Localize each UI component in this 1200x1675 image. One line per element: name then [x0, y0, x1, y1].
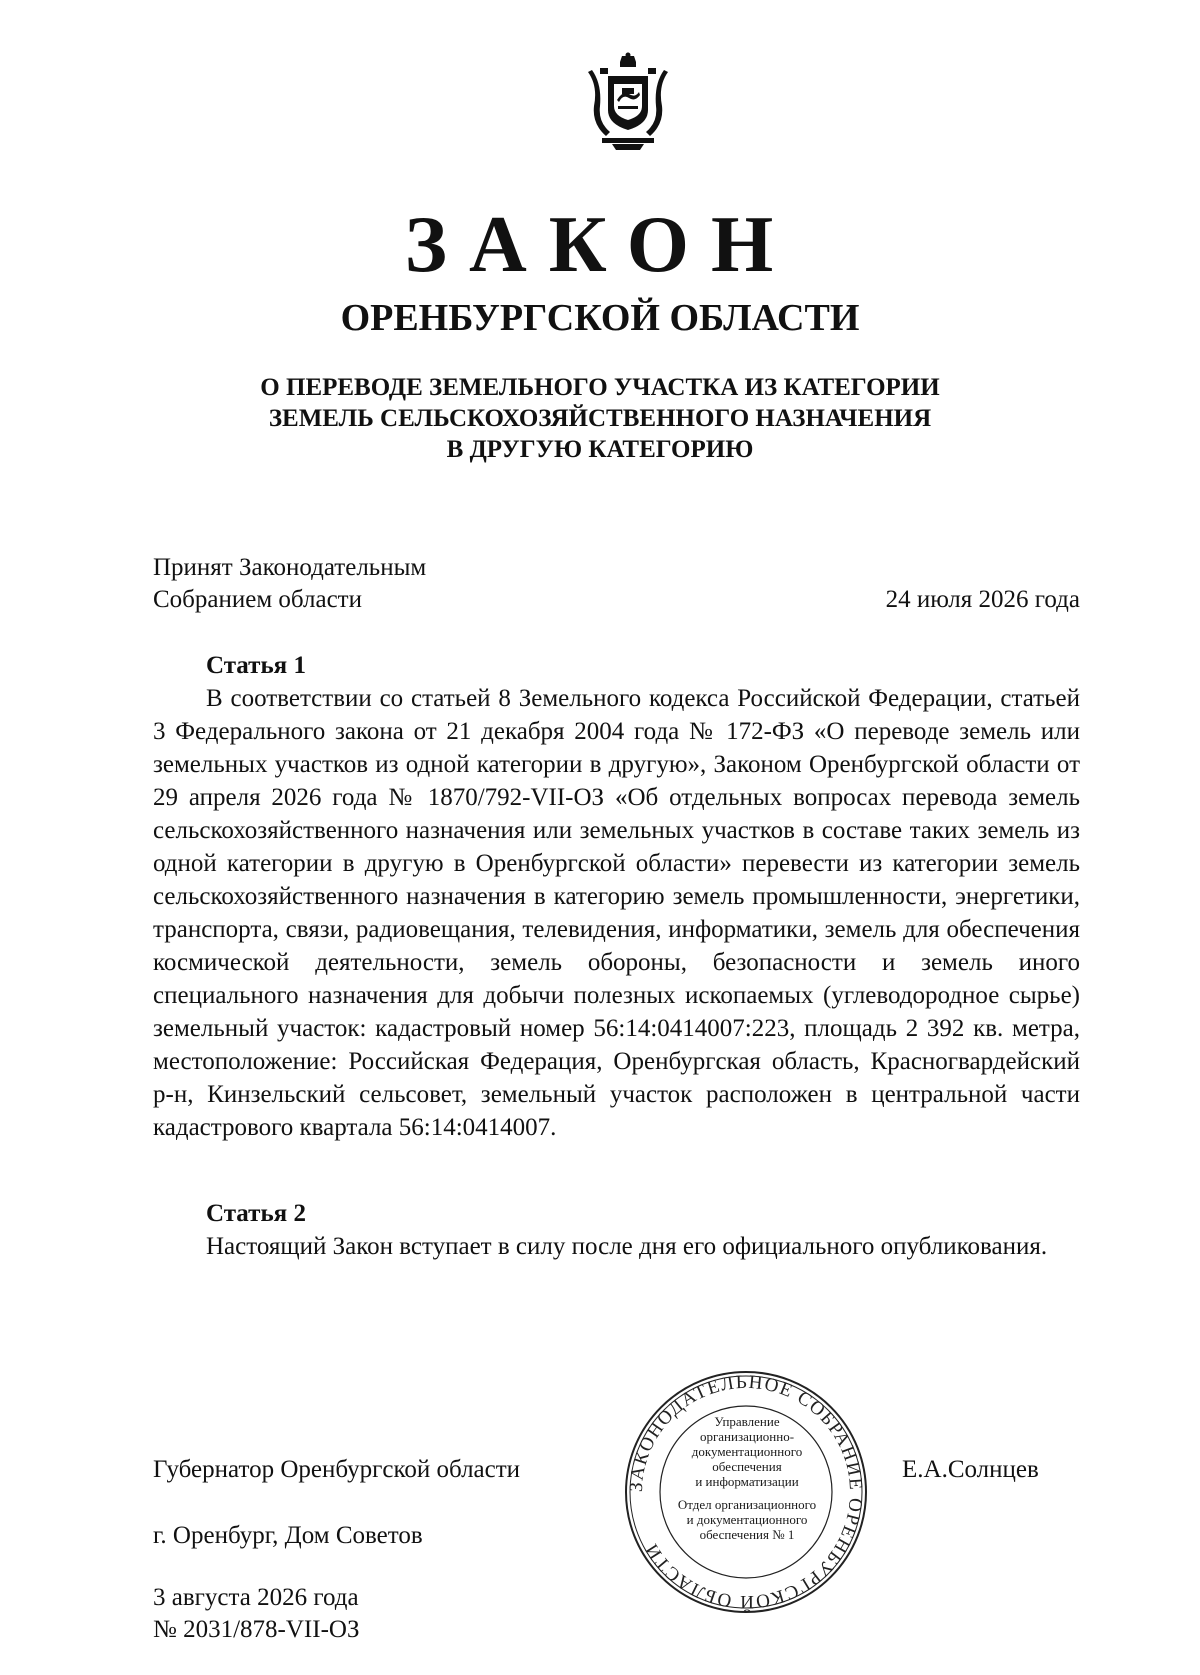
article-2-text: Настоящий Закон вступает в силу после дня его официального опубликования. [206, 1233, 1048, 1260]
signing-place: г. Оренбург, Дом Советов [153, 1522, 423, 1549]
stamp-dept-line: и информатизации [695, 1474, 799, 1489]
stamp-dept-line: документационного [691, 1444, 803, 1459]
stamp-dept-line: обеспечения [712, 1459, 782, 1474]
signing-date: 3 августа 2026 года [153, 1584, 359, 1611]
stamp-ring-text: ЗАКОНОДАТЕЛЬНОЕ СОБРАНИЕ ОРЕНБУРГСКОЙ ОБЛАСТИ [625, 1371, 867, 1613]
subject-line: ЗЕМЕЛЬ СЕЛЬСКОХОЗЯЙСТВЕННОГО НАЗНАЧЕНИЯ [268, 405, 932, 432]
stamp-center-text [658, 1414, 836, 1542]
signatory-position: Губернатор Оренбургской области [153, 1456, 521, 1483]
adoption-line: Принят Законодательным [153, 554, 427, 581]
subject-line: О ПЕРЕВОДЕ ЗЕМЕЛЬНОГО УЧАСТКА ИЗ КАТЕГОРИИ [260, 374, 940, 401]
law-subject [180, 372, 1020, 465]
stamp-sub-line: Отдел организационного [677, 1497, 817, 1512]
adoption-info [153, 552, 426, 616]
region-title: ОРЕНБУРГСКОЙ ОБЛАСТИ [340, 297, 860, 339]
law-number: № 2031/878-VII-ОЗ [153, 1616, 360, 1643]
subject-line: В ДРУГУЮ КАТЕГОРИЮ [446, 436, 754, 463]
stamp-dept-line: Управление [714, 1414, 780, 1429]
stamp-dept-line: организационно- [699, 1429, 795, 1444]
article-1-text: В соответствии со статьей 8 Земельного кодекса Российской Федерации, статьей 3 Федерального закона от 21 декабря 2004 года № 172-ФЗ «О переводе земель или земельных участков из одной категории в другую», Законом Оренбургской области от 29 апреля 2026 года № 1870/792-VII-ОЗ «Об отдельных вопросах перевода земель сельскохозяйственного назначения или земельных участков в составе таких земель из одной категории в другую в Оренбургской области» перевести из категории земель сельскохозяйственного назначения в категорию земель промышленности, энергетики, транспорта, связи, радиовещания, телевидения, информатики, земель для обеспечения космической деятельности, земель обороны, безопасности и земель иного специального назначения для добычи полезных ископаемых (углеводородное сырье) земельный участок: кадастровый номер 56:14:0414007:223, площадь 2 392 кв. метра, местоположение: Российская Федерация, Оренбургская область, Красногвардейский р-н, Кинзельский сельсовет, земельный участок расположен в центральной части кадастрового квартала 56:14:0414007. [153, 685, 1080, 1141]
adoption-line: Собранием области [153, 586, 362, 613]
stamp-sub-line: и документационного [686, 1512, 808, 1527]
adoption-date: 24 июля 2026 года [885, 586, 1080, 613]
article-2-heading: Статья 2 [206, 1200, 306, 1227]
coat-of-arms-icon [582, 52, 674, 152]
article-1-heading: Статья 1 [206, 652, 306, 679]
signatory-name: Е.А.Солнцев [902, 1456, 1039, 1483]
stamp-sub-line: обеспечения № 1 [699, 1527, 795, 1542]
document-title: ЗАКОН [404, 201, 796, 289]
